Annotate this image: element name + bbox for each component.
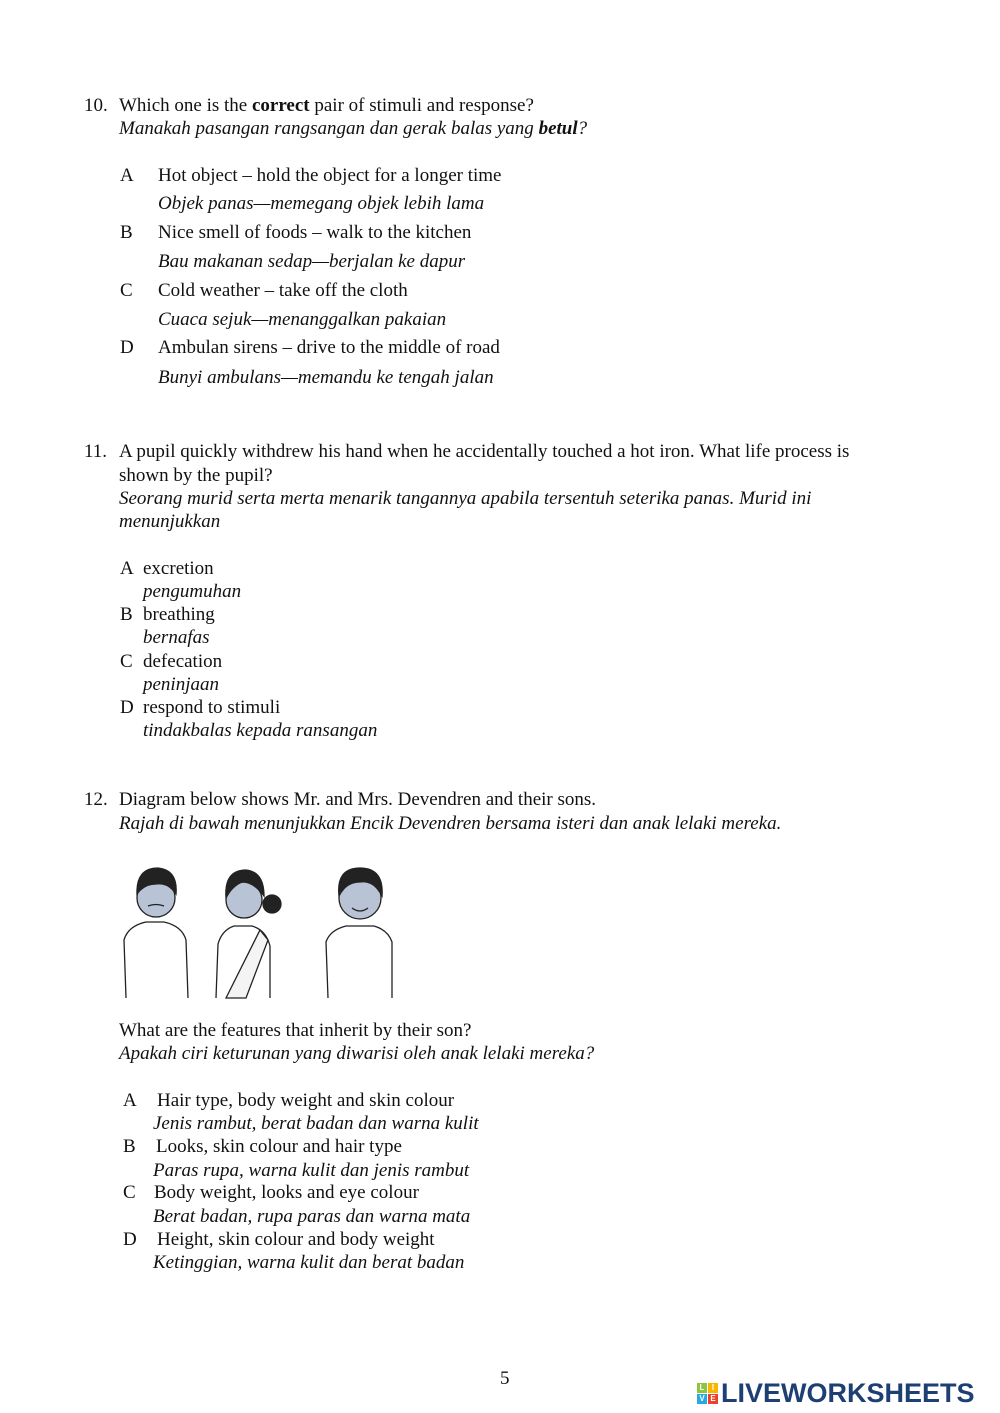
q10-option-b[interactable]: Nice smell of foods – walk to the kitchen: [158, 222, 472, 243]
q10-question: Which one is the correct pair of stimuli and response?: [119, 95, 534, 116]
mother-figure: [216, 870, 281, 998]
q12-question-ms: Apakah ciri keturunan yang diwarisi oleh anak lelaki mereka?: [119, 1043, 595, 1064]
q11-option-c-ms: peninjaan: [143, 674, 219, 695]
q10-option-b-ms: Bau makanan sedap—berjalan ke dapur: [158, 251, 466, 272]
q10-number: 10.: [84, 95, 108, 116]
q12-option-c-ms: Berat badan, rupa paras dan warna mata: [153, 1206, 471, 1227]
logo-text: LIVEWORKSHEETS: [721, 1378, 975, 1408]
q12-option-a[interactable]: Hair type, body weight and skin colour: [157, 1090, 455, 1111]
q11-option-d-ms: tindakbalas kepada ransangan: [143, 720, 378, 741]
q12-option-c-letter[interactable]: C: [123, 1182, 136, 1203]
q11-option-b-ms: bernafas: [143, 627, 210, 648]
q10-option-c-ms: Cuaca sejuk—menanggalkan pakaian: [158, 309, 447, 330]
logo-tile: E: [708, 1394, 718, 1404]
q11-option-d[interactable]: respond to stimuli: [143, 697, 281, 718]
q11-question-ms-line2: menunjukkan: [119, 511, 221, 532]
q11-option-a-ms: pengumuhan: [143, 581, 242, 602]
q11-option-c[interactable]: defecation: [143, 651, 223, 672]
q11-option-b[interactable]: breathing: [143, 604, 215, 625]
q10-option-c-letter[interactable]: C: [120, 280, 133, 301]
father-figure: [124, 868, 188, 998]
q10-option-b-letter[interactable]: B: [120, 222, 133, 243]
q12-option-a-letter[interactable]: A: [123, 1090, 137, 1111]
q12-option-b-ms: Paras rupa, warna kulit dan jenis rambut: [153, 1160, 470, 1181]
q10-option-c[interactable]: Cold weather – take off the cloth: [158, 280, 408, 301]
q12-number: 12.: [84, 789, 108, 810]
logo-tile: L: [697, 1383, 707, 1393]
q11-number: 11.: [84, 441, 108, 462]
q10-option-a-letter[interactable]: A: [120, 165, 134, 186]
q12-option-d-ms: Ketinggian, warna kulit dan berat badan: [153, 1252, 465, 1273]
q10-option-d-letter[interactable]: D: [120, 337, 134, 358]
q10-option-a[interactable]: Hot object – hold the object for a longer time: [158, 165, 502, 186]
liveworksheets-logo[interactable]: [697, 1378, 975, 1409]
q12-option-b-letter[interactable]: B: [123, 1136, 136, 1157]
q12-option-d[interactable]: Height, skin colour and body weight: [157, 1229, 435, 1250]
q12-intro: Diagram below shows Mr. and Mrs. Devendren and their sons.: [119, 789, 597, 810]
q12-option-d-letter[interactable]: D: [123, 1229, 137, 1250]
son-figure: [326, 868, 392, 998]
q12-option-c[interactable]: Body weight, looks and eye colour: [154, 1182, 419, 1203]
q11-option-b-letter[interactable]: B: [120, 604, 133, 625]
q11-question-line1: A pupil quickly withdrew his hand when he accidentally touched a hot iron. What life process is: [119, 441, 850, 462]
q10-question-ms: Manakah pasangan rangsangan dan gerak balas yang betul?: [119, 118, 588, 139]
q11-option-d-letter[interactable]: D: [120, 697, 134, 718]
logo-tile: I: [708, 1383, 718, 1393]
q10-option-d[interactable]: Ambulan sirens – drive to the middle of road: [158, 337, 500, 358]
q12-question: What are the features that inherit by their son?: [119, 1020, 472, 1041]
logo-tile: V: [697, 1394, 707, 1404]
q11-question-ms-line1: Seorang murid serta merta menarik tangannya apabila tersentuh seterika panas. Murid ini: [119, 488, 812, 509]
q12-option-a-ms: Jenis rambut, berat badan dan warna kulit: [153, 1113, 479, 1134]
q11-question-line2: shown by the pupil?: [119, 465, 273, 486]
live-tiles-icon: [697, 1383, 718, 1404]
family-illustration: [118, 860, 408, 1002]
q10-option-d-ms: Bunyi ambulans—memandu ke tengah jalan: [158, 367, 494, 388]
q10-option-a-ms: Objek panas—memegang objek lebih lama: [158, 193, 485, 214]
q12-intro-ms: Rajah di bawah menunjukkan Encik Devendren bersama isteri dan anak lelaki mereka.: [119, 813, 782, 834]
q11-option-c-letter[interactable]: C: [120, 651, 133, 672]
q11-option-a-letter[interactable]: A: [120, 558, 134, 579]
page-number: 5: [500, 1368, 510, 1389]
q11-option-a[interactable]: excretion: [143, 558, 214, 579]
q12-option-b[interactable]: Looks, skin colour and hair type: [156, 1136, 402, 1157]
